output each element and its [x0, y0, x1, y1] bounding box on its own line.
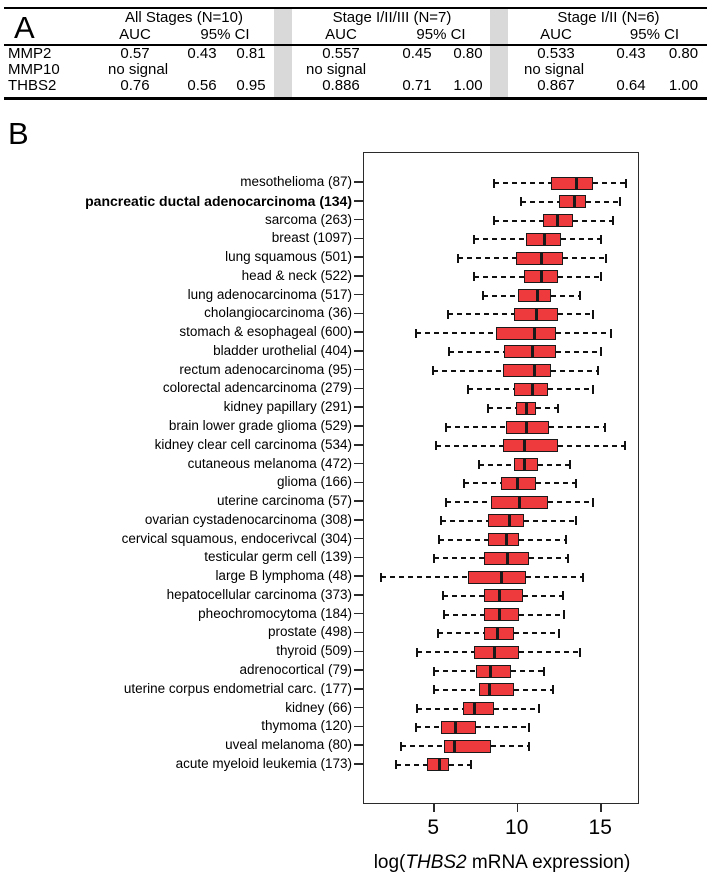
- box-median-line: [516, 477, 519, 490]
- x-axis-title: log(THBS2 mRNA expression): [373, 852, 631, 873]
- box-whisker-line: [573, 220, 613, 222]
- box-whisker-cap: [395, 760, 397, 769]
- box-whisker-cap: [582, 573, 584, 582]
- box-rect: [468, 571, 526, 584]
- box-whisker-line: [549, 426, 604, 428]
- y-axis-tick: [354, 313, 363, 315]
- box-whisker-cap: [437, 629, 439, 638]
- category-label: acute myeloid leukemia (173): [175, 755, 352, 771]
- category-label: thyroid (509): [276, 643, 352, 659]
- box-rect: [503, 364, 551, 377]
- box-whisker-line: [561, 238, 601, 240]
- box-whisker-line: [401, 745, 444, 747]
- box-median-line: [500, 571, 503, 584]
- box-whisker-line: [444, 614, 484, 616]
- table-cell: 0.56: [187, 77, 217, 94]
- box-rect: [476, 665, 511, 678]
- box-whisker-line: [436, 445, 503, 447]
- box-whisker-cap: [604, 423, 606, 432]
- box-whisker-cap: [563, 610, 565, 619]
- box-median-line: [556, 214, 559, 227]
- box-median-line: [498, 608, 501, 621]
- y-axis-tick: [354, 294, 363, 296]
- y-axis-tick: [354, 482, 363, 484]
- box-rect: [504, 345, 556, 358]
- category-label: uveal melanoma (80): [225, 737, 352, 753]
- box-rect: [551, 177, 593, 190]
- box-rect: [484, 627, 514, 640]
- y-axis-tick: [354, 538, 363, 540]
- box-whisker-cap: [592, 310, 594, 319]
- table-cell: 0.57: [120, 45, 150, 62]
- box-rect: [441, 721, 476, 734]
- box-rect: [484, 589, 522, 602]
- category-label: testicular germ cell (139): [204, 549, 352, 565]
- box-whisker-cap: [597, 366, 599, 375]
- box-whisker-cap: [619, 197, 621, 206]
- table-cell: no signal: [108, 61, 169, 78]
- box-whisker-cap: [575, 516, 577, 525]
- box-whisker-cap: [482, 291, 484, 300]
- group-header: Stage I/II/III (N=7): [332, 9, 452, 26]
- box-whisker-cap: [416, 704, 418, 713]
- box-whisker-cap: [433, 667, 435, 676]
- box-median-line: [525, 402, 528, 415]
- x-axis-tick: [600, 803, 602, 812]
- category-label: adrenocortical (79): [239, 662, 352, 678]
- category-label: glioma (166): [276, 474, 352, 490]
- box-whisker-line: [536, 482, 576, 484]
- box-whisker-line: [434, 670, 476, 672]
- y-axis-tick: [354, 406, 363, 408]
- box-whisker-line: [479, 464, 514, 466]
- category-label: pancreatic ductal adenocarcinoma (134): [85, 192, 352, 209]
- box-whisker-line: [416, 332, 496, 334]
- box-whisker-line: [514, 632, 559, 634]
- group-header: Stage I/II (N=6): [557, 9, 660, 26]
- box-whisker-cap: [538, 704, 540, 713]
- category-label: ovarian cystadenocarcinoma (308): [144, 511, 352, 527]
- box-whisker-line: [434, 557, 484, 559]
- box-median-line: [531, 383, 534, 396]
- box-whisker-line: [556, 351, 601, 353]
- column-header-ci: 95% CI: [629, 26, 680, 43]
- box-whisker-line: [526, 576, 583, 578]
- box-whisker-cap: [438, 535, 440, 544]
- box-whisker-line: [523, 595, 563, 597]
- box-whisker-cap: [445, 498, 447, 507]
- box-whisker-line: [494, 220, 542, 222]
- group-header: All Stages (N=10): [125, 9, 243, 26]
- box-whisker-cap: [528, 742, 530, 751]
- box-whisker-line: [417, 651, 474, 653]
- y-axis-tick: [354, 744, 363, 746]
- box-whisker-line: [464, 482, 501, 484]
- box-median-line: [523, 439, 526, 452]
- column-header-ci: 95% CI: [200, 26, 250, 43]
- box-median-line: [496, 627, 499, 640]
- box-whisker-line: [494, 708, 539, 710]
- category-label: rectum adenocarcinoma (95): [179, 361, 352, 377]
- box-rect: [479, 683, 514, 696]
- box-whisker-cap: [543, 667, 545, 676]
- box-rect: [474, 646, 519, 659]
- box-whisker-cap: [612, 216, 614, 225]
- box-whisker-cap: [415, 329, 417, 338]
- box-whisker-line: [458, 257, 516, 259]
- box-median-line: [438, 758, 441, 771]
- box-whisker-line: [586, 201, 619, 203]
- column-header-auc: AUC: [540, 26, 572, 43]
- box-median-line: [489, 665, 492, 678]
- box-rect: [488, 533, 520, 546]
- table-cell: 0.533: [537, 45, 575, 62]
- box-whisker-line: [439, 539, 487, 541]
- y-axis-tick: [354, 444, 363, 446]
- y-axis-tick: [354, 519, 363, 521]
- box-whisker-line: [449, 764, 471, 766]
- box-median-line: [506, 552, 509, 565]
- box-rect: [463, 702, 495, 715]
- y-axis-tick: [354, 275, 363, 277]
- y-axis-tick: [354, 238, 363, 240]
- box-whisker-line: [468, 388, 515, 390]
- box-whisker-line: [551, 370, 598, 372]
- box-whisker-cap: [442, 591, 444, 600]
- box-whisker-line: [494, 182, 551, 184]
- row-label-mmp2: MMP2: [8, 45, 52, 62]
- box-whisker-cap: [565, 535, 567, 544]
- panel-b-label: B: [8, 116, 29, 151]
- category-label: lung adenocarcinoma (517): [187, 286, 352, 302]
- box-whisker-line: [446, 501, 491, 503]
- box-whisker-line: [551, 295, 579, 297]
- box-whisker-cap: [557, 404, 559, 413]
- box-whisker-line: [474, 238, 526, 240]
- box-whisker-line: [441, 520, 488, 522]
- box-whisker-cap: [600, 272, 602, 281]
- category-label: head & neck (522): [241, 267, 352, 283]
- box-whisker-cap: [463, 479, 465, 488]
- box-whisker-cap: [552, 685, 554, 694]
- x-tick-label: 10: [505, 816, 529, 839]
- box-median-line: [508, 514, 511, 527]
- x-axis-tick: [433, 803, 435, 812]
- box-whisker-line: [548, 501, 593, 503]
- box-whisker-cap: [473, 235, 475, 244]
- y-axis-tick: [354, 200, 363, 202]
- box-median-line: [540, 270, 543, 283]
- x-axis-tick: [517, 803, 519, 812]
- y-axis-tick: [354, 350, 363, 352]
- box-whisker-line: [381, 576, 468, 578]
- box-median-line: [473, 702, 476, 715]
- y-axis-tick: [354, 575, 363, 577]
- box-median-line: [523, 458, 526, 471]
- box-whisker-line: [488, 407, 516, 409]
- box-whisker-line: [448, 313, 515, 315]
- table-cell: 0.81: [236, 45, 266, 62]
- box-whisker-cap: [415, 723, 417, 732]
- category-label: sarcoma (263): [264, 211, 352, 227]
- box-median-line: [498, 589, 501, 602]
- table-cell: no signal: [306, 61, 367, 78]
- box-whisker-cap: [447, 310, 449, 319]
- table-cell: 0.76: [120, 77, 150, 94]
- category-label: lung squamous (501): [225, 249, 352, 265]
- row-label-mmp10: MMP10: [8, 61, 60, 78]
- box-whisker-cap: [592, 498, 594, 507]
- box-rect: [518, 289, 551, 302]
- box-whisker-cap: [416, 648, 418, 657]
- box-whisker-line: [416, 726, 441, 728]
- box-whisker-cap: [592, 385, 594, 394]
- category-label: stomach & esophageal (600): [179, 324, 352, 340]
- box-whisker-line: [556, 332, 611, 334]
- box-whisker-cap: [579, 648, 581, 657]
- category-label: bladder urothelial (404): [213, 342, 352, 358]
- category-label: cholangiocarcinoma (36): [204, 305, 352, 321]
- box-median-line: [518, 496, 521, 509]
- box-whisker-line: [434, 689, 479, 691]
- category-label: cutaneous melanoma (472): [187, 455, 352, 471]
- box-whisker-cap: [380, 573, 382, 582]
- box-whisker-cap: [625, 179, 627, 188]
- y-axis-tick: [354, 651, 363, 653]
- box-rect: [506, 421, 549, 434]
- box-whisker-line: [483, 295, 518, 297]
- box-whisker-cap: [605, 254, 607, 263]
- box-whisker-cap: [478, 460, 480, 469]
- box-whisker-cap: [567, 554, 569, 563]
- y-axis-tick: [354, 557, 363, 559]
- box-whisker-line: [433, 370, 503, 372]
- box-whisker-cap: [569, 460, 571, 469]
- box-whisker-line: [593, 182, 626, 184]
- box-median-line: [531, 345, 534, 358]
- box-median-line: [536, 289, 539, 302]
- y-axis-tick: [354, 707, 363, 709]
- box-whisker-cap: [473, 272, 475, 281]
- table-cell: 0.80: [668, 45, 699, 62]
- box-whisker-line: [529, 557, 567, 559]
- table-cell: 0.45: [402, 45, 432, 62]
- box-rect: [484, 608, 519, 621]
- column-header-auc: AUC: [119, 26, 151, 43]
- table-cell: 0.886: [322, 77, 360, 94]
- panel-a-table: [4, 7, 707, 100]
- box-whisker-line: [521, 201, 559, 203]
- y-axis-tick: [354, 669, 363, 671]
- y-axis-tick: [354, 369, 363, 371]
- x-tick-label: 5: [427, 816, 439, 839]
- category-label: cervical squamous, endocerivcal (304): [121, 530, 352, 546]
- box-whisker-line: [476, 726, 529, 728]
- box-whisker-line: [511, 670, 544, 672]
- y-axis-tick: [354, 388, 363, 390]
- box-whisker-cap: [445, 423, 447, 432]
- box-whisker-line: [558, 276, 601, 278]
- y-axis-tick: [354, 331, 363, 333]
- category-label: hepatocellular carcinoma (373): [166, 586, 352, 602]
- y-axis-tick: [354, 500, 363, 502]
- plot-area: [363, 152, 639, 804]
- category-label: kidney clear cell carcinoma (534): [154, 436, 352, 452]
- column-header-auc: AUC: [325, 26, 357, 43]
- box-median-line: [533, 364, 536, 377]
- y-axis-tick: [354, 688, 363, 690]
- box-whisker-cap: [493, 216, 495, 225]
- box-whisker-cap: [432, 366, 434, 375]
- y-axis-tick: [354, 256, 363, 258]
- box-median-line: [575, 177, 578, 190]
- box-whisker-cap: [443, 610, 445, 619]
- column-header-ci: 95% CI: [416, 26, 466, 43]
- box-whisker-line: [474, 276, 524, 278]
- box-whisker-cap: [440, 516, 442, 525]
- box-median-line: [453, 740, 456, 753]
- box-whisker-cap: [562, 591, 564, 600]
- box-whisker-line: [519, 614, 564, 616]
- box-whisker-cap: [558, 629, 560, 638]
- table-cell: 0.43: [187, 45, 217, 62]
- box-median-line: [488, 683, 491, 696]
- category-label: uterine corpus endometrial carc. (177): [123, 680, 352, 696]
- box-whisker-cap: [457, 254, 459, 263]
- box-whisker-line: [438, 632, 485, 634]
- box-whisker-line: [538, 464, 570, 466]
- box-whisker-line: [563, 257, 606, 259]
- table-cell: no signal: [524, 61, 585, 78]
- box-median-line: [454, 721, 457, 734]
- box-median-line: [505, 533, 508, 546]
- box-whisker-cap: [579, 291, 581, 300]
- box-whisker-line: [524, 520, 576, 522]
- box-whisker-cap: [624, 441, 626, 450]
- box-whisker-line: [491, 745, 529, 747]
- box-whisker-line: [536, 407, 558, 409]
- table-cell: 0.80: [453, 45, 483, 62]
- box-median-line: [533, 327, 536, 340]
- table-cell: 0.867: [537, 77, 575, 94]
- y-axis-tick: [354, 763, 363, 765]
- box-whisker-cap: [467, 385, 469, 394]
- box-whisker-cap: [400, 742, 402, 751]
- box-whisker-cap: [433, 685, 435, 694]
- box-whisker-cap: [433, 554, 435, 563]
- category-label: mesothelioma (87): [240, 174, 352, 189]
- box-median-line: [540, 252, 543, 265]
- box-rect: [496, 327, 556, 340]
- category-label: kidney (66): [285, 699, 352, 715]
- category-label: colorectal adencarcinoma (279): [162, 380, 352, 396]
- box-rect: [503, 439, 558, 452]
- box-whisker-line: [514, 689, 552, 691]
- y-axis-tick: [354, 219, 363, 221]
- y-axis-tick: [354, 181, 363, 183]
- box-whisker-cap: [435, 441, 437, 450]
- box-whisker-line: [558, 445, 625, 447]
- category-axis-labels: [0, 152, 352, 802]
- box-whisker-line: [519, 651, 579, 653]
- box-rect: [514, 458, 537, 471]
- category-label: breast (1097): [271, 230, 352, 246]
- x-tick-label: 15: [588, 816, 612, 839]
- box-median-line: [543, 233, 546, 246]
- y-axis-tick: [354, 613, 363, 615]
- box-whisker-cap: [493, 179, 495, 188]
- box-whisker-line: [396, 764, 428, 766]
- table-cell: 1.00: [453, 77, 483, 94]
- box-whisker-cap: [610, 329, 612, 338]
- y-axis-tick: [354, 594, 363, 596]
- category-label: pheochromocytoma (184): [198, 605, 352, 621]
- box-whisker-cap: [600, 347, 602, 356]
- table-cell: 0.43: [616, 45, 646, 62]
- box-median-line: [573, 195, 576, 208]
- x-axis-title-gene: THBS2: [405, 852, 467, 873]
- row-label-thbs2: THBS2: [8, 77, 57, 94]
- table-cell: 1.00: [668, 77, 699, 94]
- box-whisker-line: [519, 539, 566, 541]
- box-whisker-cap: [575, 479, 577, 488]
- category-label: brain lower grade glioma (529): [168, 418, 352, 433]
- box-whisker-cap: [520, 197, 522, 206]
- y-axis-tick: [354, 463, 363, 465]
- box-whisker-line: [548, 388, 593, 390]
- box-whisker-line: [443, 595, 485, 597]
- box-whisker-line: [558, 313, 593, 315]
- box-whisker-line: [449, 351, 504, 353]
- category-label: thymoma (120): [261, 718, 352, 734]
- box-rect: [444, 740, 491, 753]
- box-whisker-line: [417, 708, 462, 710]
- table-cell: 0.71: [402, 77, 432, 94]
- category-label: prostate (498): [267, 624, 352, 640]
- y-axis-tick: [354, 726, 363, 728]
- box-rect: [488, 514, 525, 527]
- box-whisker-cap: [600, 235, 602, 244]
- box-median-line: [525, 421, 528, 434]
- table-cell: 0.64: [616, 77, 646, 94]
- category-label: large B lymphoma (48): [215, 568, 352, 584]
- y-axis-tick: [354, 425, 363, 427]
- y-axis-tick: [354, 632, 363, 634]
- category-label: uterine carcinoma (57): [216, 493, 352, 509]
- box-median-line: [493, 646, 496, 659]
- box-whisker-cap: [470, 760, 472, 769]
- box-median-line: [535, 308, 538, 321]
- box-whisker-cap: [528, 723, 530, 732]
- table-cell: 0.95: [236, 77, 266, 94]
- panel-a-label: A: [14, 10, 35, 45]
- table-cell: 0.557: [322, 45, 360, 62]
- box-whisker-cap: [448, 347, 450, 356]
- box-whisker-cap: [487, 404, 489, 413]
- category-label: kidney papillary (291): [223, 399, 352, 415]
- box-whisker-line: [446, 426, 506, 428]
